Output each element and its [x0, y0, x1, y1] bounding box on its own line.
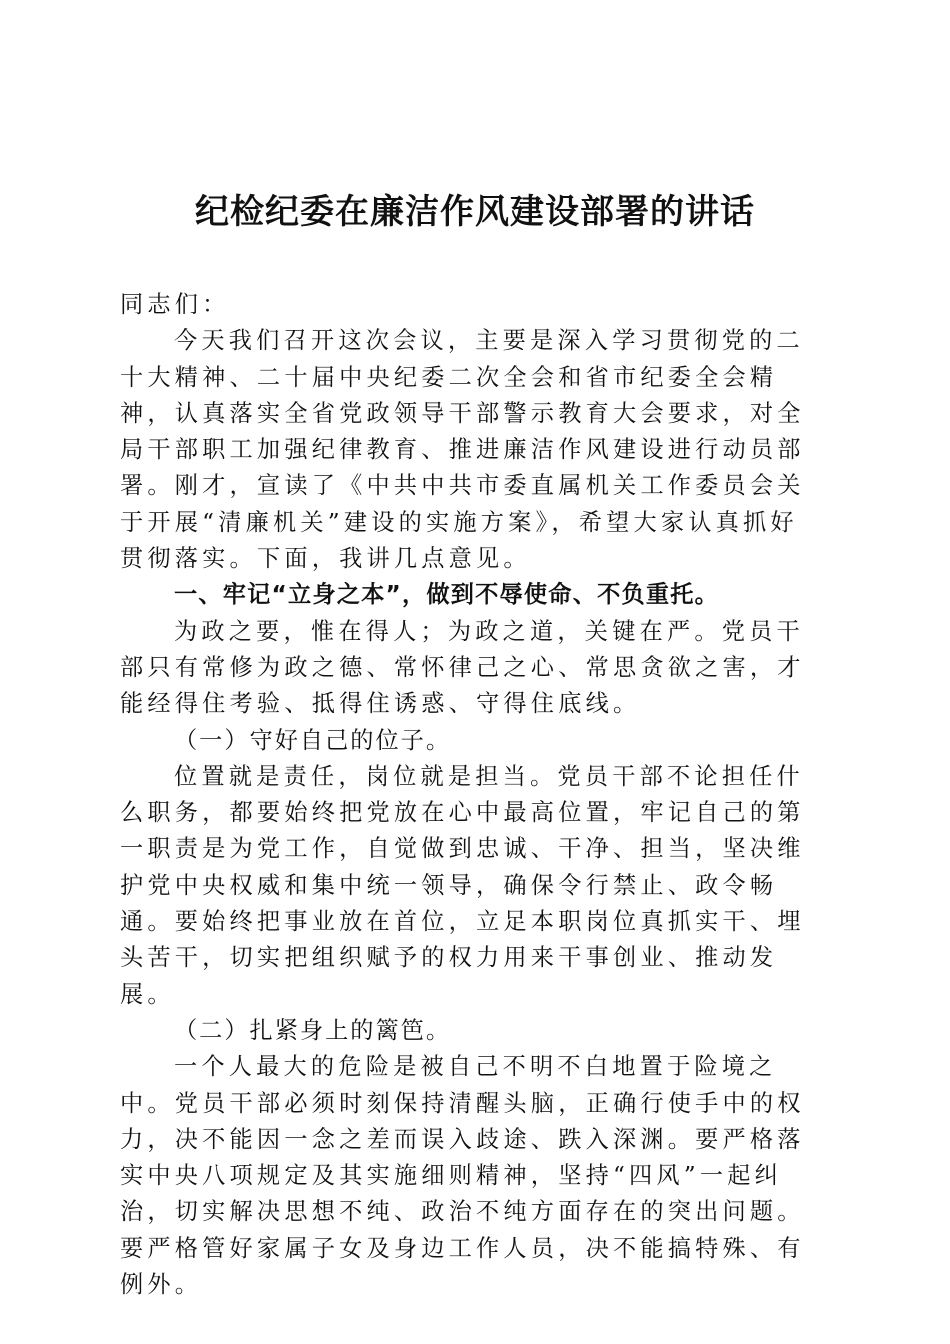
subsection-1-heading: （一）守好自己的位子。: [174, 726, 452, 754]
salutation: 同志们：: [120, 291, 230, 318]
intro-paragraph: 今天我们召开这次会议，主要是深入学习贯彻党的二十大精神、二十届中央纪委二次全会和省市纪委全会精神，认真落实全省党政领导干部警示教育大会要求，对全局干部职工加强纪律教育、推进廉洁作风建设进行动员部署。刚才，宣读了《中共中共市委直属机关工作委员会关于开展“清廉机关”建设的实施方案》，希望大家认真抓好贯彻落实。下面，我讲几点意见。: [120, 327, 805, 573]
section-1-heading: 一、牢记“立身之本”，做到不辱使命、不负重托。: [174, 581, 720, 609]
subsection-2-paragraph: 一个人最大的危险是被自己不明不白地置于险境之中。党员干部必须时刻保持清醒头脑，正确行使手中的权力，决不能因一念之差而误入歧途、跌入深渊。要严格落实中央八项规定及其实施细则精神，坚持“四风”一起纠治，切实解决思想不纯、政治不纯方面存在的突出问题。要严格管好家属子女及身边工作人员，决不能搞特殊、有例外。: [120, 1053, 805, 1299]
subsection-2-heading: （二）扎紧身上的篱笆。: [174, 1016, 452, 1044]
section-1-paragraph: 为政之要，惟在得人；为政之道，关键在严。党员干部只有常修为政之德、常怀律己之心、常思贪欲之害，才能经得住考验、抵得住诱惑、守得住底线。: [120, 617, 805, 718]
subsection-1-paragraph: 位置就是责任，岗位就是担当。党员干部不论担任什么职务，都要始终把党放在心中最高位置，牢记自己的第一职责是为党工作，自觉做到忠诚、干净、担当，坚决维护党中央权威和集中统一领导，确保令行禁止、政令畅通。要始终把事业放在首位，立足本职岗位真抓实干、埋头苦干，切实把组织赋予的权力用来干事创业、推动发展。: [120, 762, 805, 1008]
document-body: [120, 287, 824, 1303]
document-title: 纪检纪委在廉洁作风建设部署的讲话: [195, 192, 755, 232]
